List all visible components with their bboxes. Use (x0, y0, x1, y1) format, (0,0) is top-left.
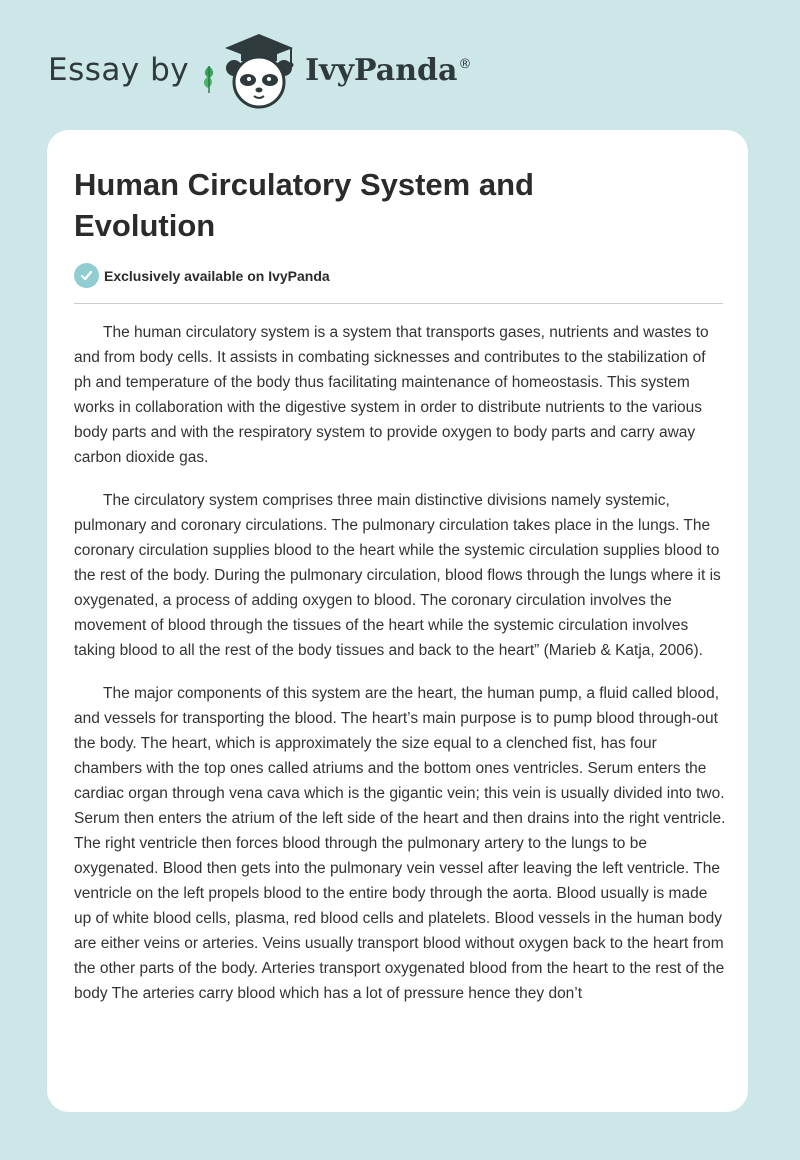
panda-logo-icon (219, 30, 299, 110)
divider (74, 303, 723, 304)
essay-paragraph: The circulatory system comprises three main distinctive divisions namely systemic, pulmonary and coronary circulations. The pulmonary circulation takes place in the lungs. The coronary circulation supplies blood to the heart while the systemic circulation supplies blood to the rest of the body. During the pulmonary circulation, blood flows through the lungs where it is oxygenated, a process of adding oxygen to blood. The coronary circulation involves the movement of blood through the tissues of the heart while the systemic circulation involves taking blood to all the rest of the body tissues and back to the heart” (Marieb & Katja, 2006). (74, 492, 721, 659)
brand-prefix: Essay by (48, 52, 190, 88)
brand-logo[interactable] (48, 30, 471, 110)
ivy-leaf-icon (201, 64, 217, 94)
essay-paragraph: The major components of this system are the heart, the human pump, a fluid called blood, and vessels for transporting the blood. The heart’s main purpose is to pump blood through-out the body. The heart, which is approximately the size equal to a clenched fist, has four chambers with the top ones called atriums and the bottom ones ventricles. Serum enters the cardiac organ through vena cava which is the gigantic vein; this vein is usually divided into two. Serum then enters the atrium of the left side of the heart and then drains into the right ventricle. The right ventricle then forces blood through the pulmonary artery to the lungs to be oxygenated. Blood then gets into the pulmonary vein vessel after leaving the left ventricle. The ventricle on the left propels blood to the entire body through the aorta. Blood usually is made up of white blood cells, plasma, red blood cells and platelets. Blood vessels in the human body are either veins or arteries. Veins usually transport blood without oxygen back to the heart from the other parts of the body. Arteries transport oxygenated blood from the heart to the rest of the body The arteries carry blood which has a lot of pressure hence they don’t (74, 685, 726, 1002)
exclusive-badge (74, 263, 330, 288)
essay-body (74, 320, 726, 1024)
registered-mark: ® (458, 56, 472, 72)
brand-name: IvyPanda (305, 52, 458, 88)
exclusive-label: Exclusively available on IvyPanda (104, 267, 330, 284)
checkmark-icon (74, 263, 99, 288)
essay-card (47, 130, 748, 1112)
essay-title: Human Circulatory System and Evolution (74, 167, 534, 243)
essay-paragraph: The human circulatory system is a system that transports gases, nutrients and wastes to and from body cells. It assists in combating sicknesses and contributes to the stabilization of ph and temperature of the body thus facilitating maintenance of homeostasis. This system works in collaboration with the digestive system in order to distribute nutrients to the various body parts and with the respiratory system to provide oxygen to body parts and carry away carbon dioxide gas. (74, 324, 709, 466)
